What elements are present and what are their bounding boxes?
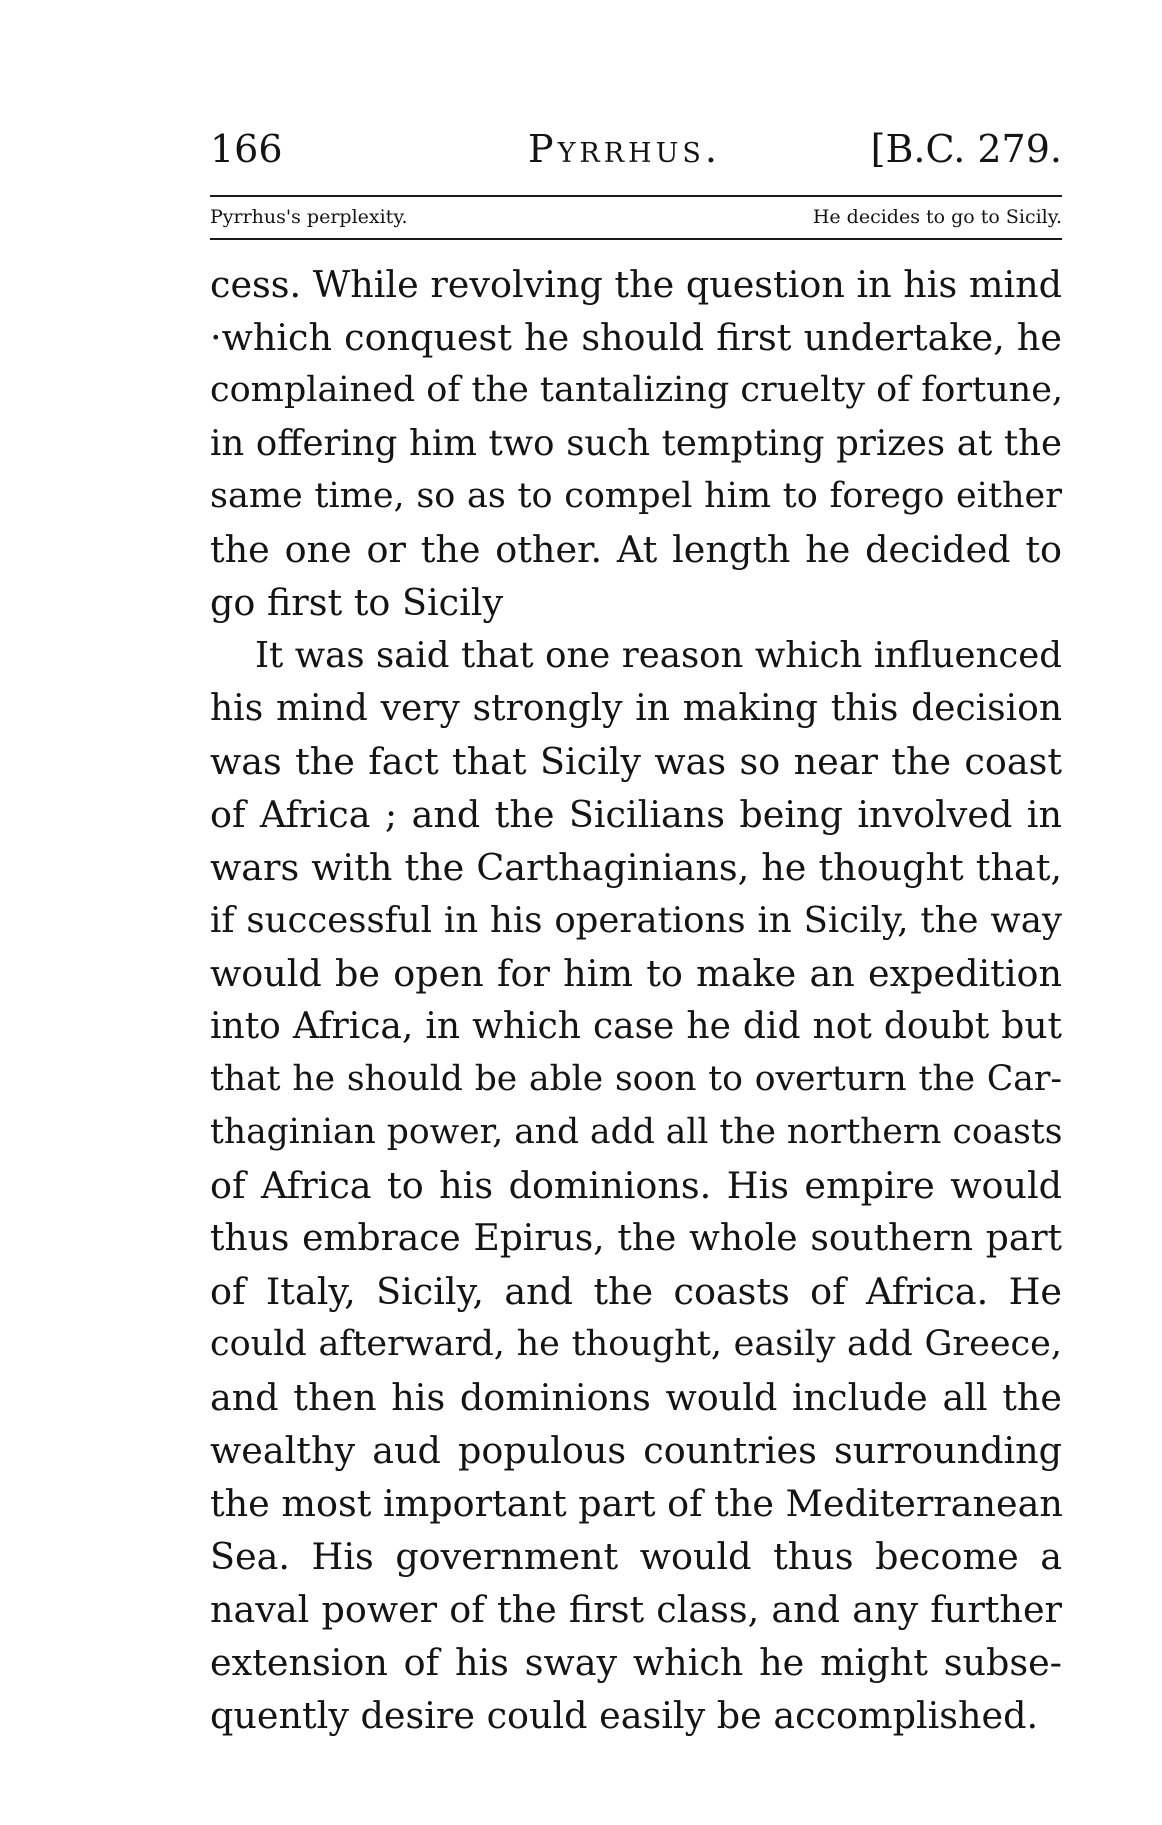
text-line: wars with the Carthaginians, he thought that, (210, 846, 1062, 889)
text-line: in offering him two such tempting prizes at the (210, 423, 1062, 464)
shoulder-note-left: Pyrrhus's perplexity. (210, 206, 408, 228)
text-line: same time, so as to compel him to forego either (210, 476, 1062, 516)
text-line: his mind very strongly in making this decision (210, 688, 1062, 729)
text-line: into Africa, in which case he did not doubt but (210, 1006, 1062, 1047)
text-line: It was said that one reason which influenced (255, 635, 1062, 676)
shoulder-notes (210, 200, 1062, 234)
text-line: thus embrace Epirus, the whole southern part (210, 1218, 1062, 1259)
shoulder-note-right: He decides to go to Sicily. (812, 206, 1062, 228)
text-line: that he should be able soon to overturn the Car- (210, 1059, 1062, 1099)
text-line: naval power of the first class, and any further (210, 1588, 1062, 1631)
text-line: could afterward, he thought, easily add Greece, (210, 1324, 1062, 1364)
header-rule-top (210, 195, 1062, 197)
text-line: was the fact that Sicily was so near the coast (210, 740, 1062, 783)
text-line: complained of the tantalizing cruelty of fortune, (210, 370, 1064, 410)
text-line: go first to Sicily (210, 581, 504, 624)
text-line: extension of his sway which he might subse- (210, 1641, 1062, 1684)
text-line: the one or the other. At length he decided to (210, 528, 1062, 571)
body-text (210, 258, 1062, 1742)
running-title: Pyrrhus. (528, 127, 721, 171)
text-line: if successful in his operations in Sicily, the way (210, 900, 1062, 941)
text-line: of Italy, Sicily, and the coasts of Africa. He (210, 1270, 1062, 1313)
paragraph-continued (210, 258, 1062, 629)
text-line: of Africa ; and the Sicilians being involved in (210, 793, 1062, 836)
text-line: the most important part of the Mediterranean (210, 1482, 1063, 1525)
text-line: and then his dominions would include all the (210, 1376, 1062, 1419)
text-line: ·which conquest he should first undertake, he (210, 316, 1062, 359)
text-line: wealthy aud populous countries surrounding (210, 1429, 1062, 1472)
text-line: cess. While revolving the question in his mind (210, 263, 1062, 306)
text-line: Sea. His government would thus become a (210, 1535, 1062, 1578)
running-date: [B.C. 279. (870, 127, 1062, 171)
running-header (210, 125, 1062, 173)
header-rule-bottom (210, 238, 1062, 240)
page-number: 166 (210, 127, 283, 171)
paragraph (210, 629, 1062, 1742)
text-line: would be open for him to make an expedition (210, 952, 1062, 995)
text-line: thaginian power, and add all the northern coasts (210, 1112, 1063, 1152)
text-line: quently desire could easily be accomplished. (210, 1694, 1039, 1737)
text-line: of Africa to his dominions. His empire would (210, 1164, 1062, 1207)
